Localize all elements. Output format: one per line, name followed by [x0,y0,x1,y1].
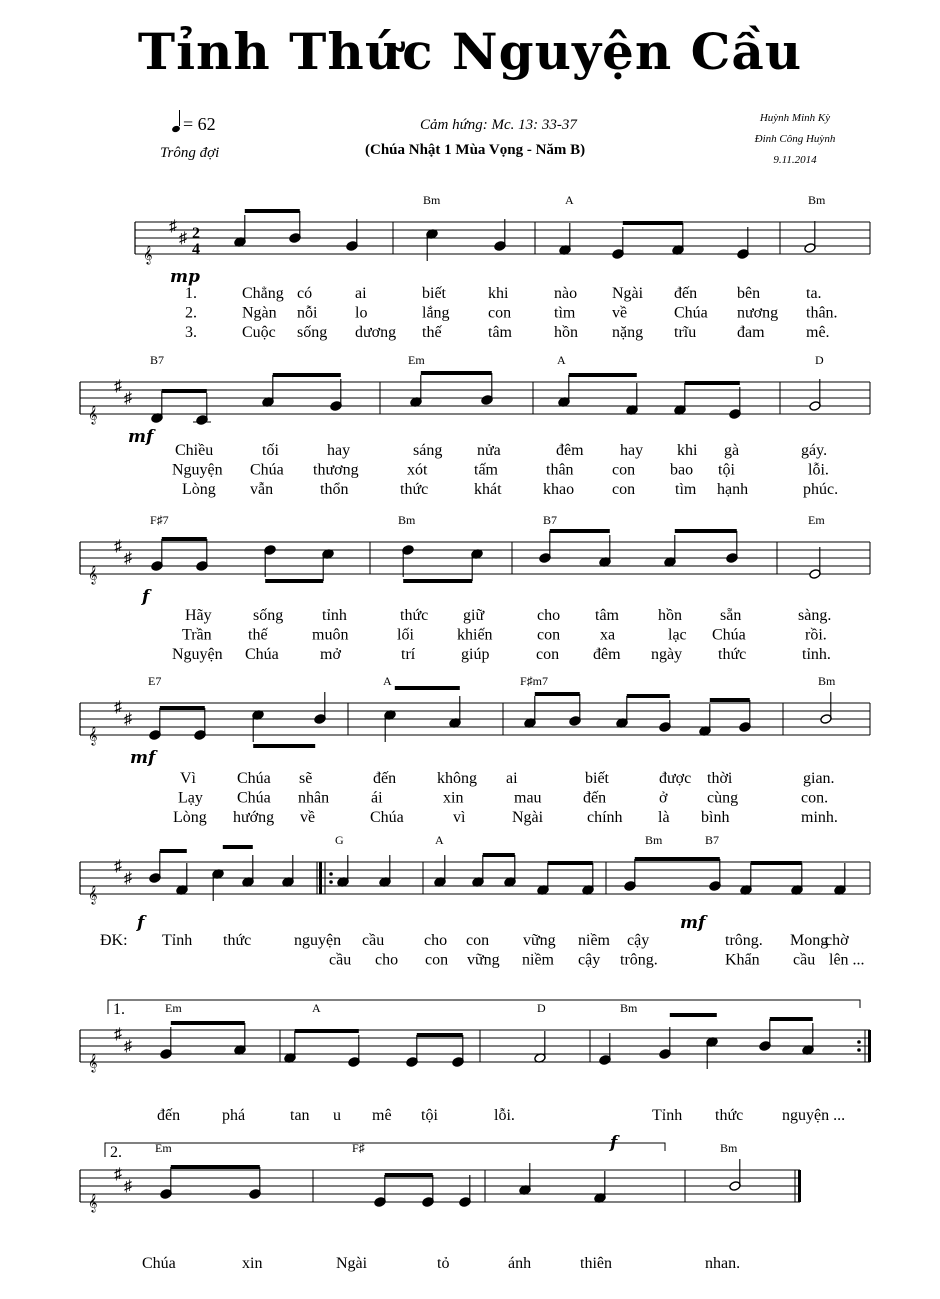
lyric-syllable: con [612,481,636,498]
chord-symbol: B7 [150,353,165,367]
lyric-syllable: mau [514,789,542,807]
repeat-dot [329,880,333,884]
staff-system [80,847,870,901]
lyric-syllable: cậy [578,951,601,969]
chord-symbol: F♯7 [150,513,169,527]
lyric-syllable: đam [737,324,765,341]
lyric-syllable: mê [372,1107,392,1124]
treble-clef-icon: 𝄞 [88,1195,98,1212]
lyric-syllable: nguyện ... [782,1107,846,1124]
lyric-syllable: nặng [612,324,644,341]
lyric-syllable: xa [600,626,616,644]
chord-symbol: B7 [705,833,720,847]
lyric-syllable: trông. [725,932,763,949]
lyric-syllable: khát [474,481,502,498]
lyric-syllable: xin [443,789,464,807]
treble-clef-icon: 𝄞 [88,567,98,584]
lyric-syllable: Chẳng [242,285,284,302]
lyric-syllable: tìm [554,304,576,322]
lyric-syllable: Ngàn [242,304,277,322]
volta-bracket [105,1143,665,1157]
lyric-syllable: về [612,304,628,322]
lyric-syllable: cho [424,932,448,949]
lyric-syllable: lo [355,304,368,322]
staff-system [80,688,870,746]
lyric-syllable: con [537,626,561,644]
lyric-syllable: tội [718,461,735,479]
lyric-syllable: thức [400,607,429,624]
lyric-syllable: bình [701,809,730,826]
lyric-syllable: hay [620,442,644,459]
dynamic-marking: mp [170,267,200,287]
treble-clef-icon: 𝄞 [143,247,153,264]
lyric-syllable: thương [313,461,359,479]
treble-clef-icon: 𝄞 [88,887,98,904]
chord-symbol: A [565,193,574,207]
lyricist-name: Đinh Công Huỳnh [754,133,836,145]
chord-symbol: Em [165,1001,182,1015]
chord-symbol: Em [808,513,825,527]
lyric-syllable: tối [262,442,279,459]
key-sharp-icon: ♯ [124,1038,132,1055]
lyric-syllable: thế [248,626,268,644]
lyric-syllable: cầu [362,932,385,949]
occasion-note: (Chúa Nhật 1 Mùa Vọng - Năm B) [365,142,586,158]
lyric-syllable: mê. [806,324,830,341]
lyric-syllable: Chúa [142,1255,176,1272]
lyric-syllable: sống [253,607,284,624]
lyric-syllable: con [536,646,560,663]
lyric-syllable: lên ... [829,951,865,969]
chord-symbol: Bm [645,833,663,847]
lyric-syllable: hướng [233,809,275,826]
lyric-syllable: đến [583,789,607,807]
chord-symbol: D [815,353,824,367]
lyric-syllable: giúp [461,646,490,663]
repeat-barline [868,1030,871,1062]
lyric-syllable: ở [659,789,668,807]
key-sharp-icon: ♯ [114,538,122,555]
dynamic-marking: mf [128,427,154,447]
lyric-syllable: Vì [180,770,196,787]
staff-system [80,1143,801,1207]
chord-symbol: Bm [720,1141,738,1155]
chord-symbol: Em [155,1141,172,1155]
lyric-syllable: trĩu [674,324,697,341]
lyric-syllable: rồi. [805,626,827,644]
key-sharp-icon: ♯ [124,1178,132,1195]
lyric-syllable: gáy. [801,442,828,459]
lyric-syllable: tâm [488,324,512,341]
lyric-syllable: Lạy [178,789,203,807]
lyric-syllable: con. [801,789,829,807]
lyric-syllable: thức [715,1107,744,1124]
staff-system [80,373,870,425]
repeat-barline [319,862,322,894]
lyric-syllable: 3. [185,324,197,341]
chord-symbol: Bm [818,674,836,688]
lyric-syllable: Chiều [175,442,214,459]
key-sharp-icon: ♯ [114,699,122,716]
time-signature-bottom: 4 [192,241,200,258]
dynamic-marking: f [142,587,150,607]
chord-symbol: Em [408,353,425,367]
lyric-syllable: đến [674,285,698,302]
chord-symbol: A [435,833,444,847]
chord-symbol: Bm [423,193,441,207]
lyric-syllable: đêm [593,646,621,663]
lyric-syllable: cho [537,607,561,624]
chord-symbol: A [557,353,566,367]
lyric-syllable: sàng. [798,607,832,624]
lyric-syllable: thiên [580,1255,612,1272]
lyric-syllable: vẫn [250,481,274,498]
lyric-syllable: ái [371,789,383,807]
lyric-syllable: trông. [620,951,658,969]
lyric-syllable: ai [506,770,518,787]
lyric-syllable: nhân [298,789,330,807]
lyric-syllable: hay [327,442,351,459]
repeat-dot [857,1048,861,1052]
lyric-syllable: sống [297,324,328,341]
lyric-syllable: đến [157,1107,181,1124]
key-sharp-icon: ♯ [124,711,132,728]
lyric-syllable: dương [355,324,397,341]
lyric-syllable: bên [737,285,761,302]
song-title: Tỉnh Thức Nguyện Cầu [137,22,803,81]
lyric-syllable: cầu [793,951,816,969]
lyric-syllable: nào [554,285,578,302]
lyric-syllable: lỗi. [808,461,829,479]
chord-symbol: Bm [620,1001,638,1015]
lyric-syllable: lạc [668,626,687,644]
lyric-syllable: thân [546,461,574,479]
lyric-syllable: con [612,461,636,479]
lyric-syllable: bao [670,461,694,479]
lyric-syllable: khiến [457,626,493,644]
lyric-syllable: ĐK: [100,932,128,949]
lyric-syllable: sẽ [299,770,313,787]
lyric-syllable: tỉnh [322,607,347,624]
key-sharp-icon: ♯ [124,870,132,887]
lyric-syllable: Tỉnh [652,1107,683,1124]
lyric-syllable: con [488,304,512,322]
repeat-dot [857,1040,861,1044]
tempo-value: = 62 [183,114,216,134]
lyric-syllable: Tỉnh [162,932,193,949]
lyric-syllable: giữ [463,607,485,624]
lyric-syllable: thời [707,770,733,787]
lyric-syllable: hồn [658,607,682,624]
dynamic-marking: mf [130,748,156,768]
lyric-syllable: nương [737,304,779,322]
lyric-syllable: Chúa [712,626,746,644]
lyric-syllable: u [333,1107,341,1124]
lyric-syllable: Nguyện [172,646,223,663]
lyric-syllable: Khẩn [725,951,760,969]
treble-clef-icon: 𝄞 [88,1055,98,1072]
lyric-syllable: Ngài [336,1255,368,1272]
lyric-syllable: ta. [806,285,822,302]
lyric-syllable: tâm [595,607,619,624]
chord-symbol: D [537,1001,546,1015]
lyric-syllable: đến [373,770,397,787]
inspiration-note: Cảm hứng: Mc. 13: 33-37 [420,117,577,133]
lyric-syllable: thức [718,646,747,663]
lyric-syllable: 1. [185,285,197,302]
lyric-syllable: cho [375,951,399,969]
key-sharp-icon: ♯ [124,550,132,567]
chord-symbol: Bm [398,513,416,527]
lyric-syllable: có [297,285,313,302]
lyric-syllable: cùng [707,789,739,807]
chord-symbol: F♯m7 [520,674,549,688]
lyric-syllable: tìm [675,481,697,498]
lyric-syllable: cậy [627,932,650,949]
lyric-syllable: Chúa [370,809,404,826]
treble-clef-icon: 𝄞 [88,728,98,745]
lyric-syllable: vững [523,932,556,949]
staff-system [135,211,870,261]
lyric-syllable: Lòng [182,481,216,498]
dynamic-marking: f [137,913,145,933]
lyric-syllable: Trần [182,626,212,644]
lyric-syllable: cầu [329,951,352,969]
composer-name: Huỳnh Minh Kỳ [759,112,831,124]
volta-number: 2. [110,1144,122,1161]
lyric-syllable: Chúa [245,646,279,663]
lyric-syllable: niềm [578,932,610,949]
lyric-syllable: sáng [413,442,443,459]
chord-symbol: A [312,1001,321,1015]
key-sharp-icon: ♯ [114,858,122,875]
lyric-syllable: hồn [554,324,578,341]
lyric-syllable: vì [453,809,466,826]
time-signature-top: 2 [192,225,200,242]
lyric-syllable: ai [355,285,367,302]
repeat-dot [329,872,333,876]
lyric-syllable: hạnh [717,481,749,498]
key-sharp-icon: ♯ [114,1166,122,1183]
lyric-syllable: Chúa [237,789,271,807]
lyric-syllable: gà [724,442,740,459]
lyric-syllable: biết [585,770,609,787]
lyric-syllable: phúc. [803,481,839,498]
lyric-syllable: ngày [651,646,683,663]
date-written: 9.11.2014 [773,154,817,166]
chord-symbol: E7 [148,674,162,688]
lyric-syllable: phá [222,1107,246,1124]
lyric-syllable: muôn [312,626,349,644]
lyric-syllable: lối [397,626,414,644]
lyric-syllable: xót [407,461,428,479]
chord-symbol: F♯ [352,1141,365,1155]
lyric-syllable: Hãy [185,607,212,624]
dynamic-marking: mf [680,913,706,933]
mood-marking: Trông đợi [160,145,220,161]
lyric-syllable: biết [422,285,446,302]
chord-symbol: B7 [543,513,558,527]
lyric-syllable: trí [401,646,416,663]
chord-symbol: G [335,833,344,847]
lyric-syllable: Ngài [512,809,544,826]
key-sharp-icon: ♯ [114,378,122,395]
lyric-syllable: xin [242,1255,263,1272]
staff-system [80,1000,871,1069]
lyric-syllable: nguyện [294,932,342,949]
lyric-syllable: tỏ [437,1255,450,1272]
lyric-syllable: Chúa [674,304,708,322]
lyric-syllable: ánh [508,1255,532,1272]
lyric-syllable: tỉnh. [802,646,831,663]
lyric-syllable: Ngài [612,285,644,302]
lyric-syllable: thân. [806,304,838,322]
lyric-syllable: 2. [185,304,197,322]
staff-system [80,531,870,581]
lyric-syllable: con [466,932,490,949]
chord-symbol: A [383,674,392,688]
lyric-syllable: thức [223,932,252,949]
lyric-syllable: được [659,770,692,787]
lyric-syllable: tấm [474,461,498,479]
lyric-syllable: minh. [801,809,838,826]
key-sharp-icon: ♯ [114,1026,122,1043]
lyric-syllable: thức [400,481,429,498]
lyric-syllable: chính [587,809,623,826]
lyric-syllable: Chúa [237,770,271,787]
lyric-syllable: mở [320,646,341,663]
lyric-syllable: Lòng [173,809,207,826]
lyric-syllable: nhan. [705,1255,741,1272]
chord-symbol: Bm [808,193,826,207]
final-barline [798,1170,801,1202]
lyric-syllable: tan [290,1107,310,1124]
lyric-syllable: con [425,951,449,969]
lyric-syllable: nửa [477,442,501,459]
key-sharp-icon: ♯ [124,390,132,407]
lyric-syllable: sẵn [720,607,742,624]
lyric-syllable: không [437,770,477,787]
lyric-syllable: vững [467,951,500,969]
key-sharp-icon: ♯ [169,218,177,235]
lyric-syllable: nỗi [297,304,318,322]
lyric-syllable: thế [422,324,442,341]
lyric-syllable: Cuộc [242,324,276,341]
lyric-syllable: là [658,809,670,826]
dynamic-marking: f [610,1133,618,1153]
lyric-syllable: lắng [422,304,450,322]
lyric-syllable: đêm [556,442,584,459]
volta-number: 1. [113,1001,125,1018]
lyric-syllable: lỗi. [494,1107,515,1124]
lyric-syllable: khi [677,442,698,459]
treble-clef-icon: 𝄞 [88,407,98,424]
lyric-syllable: khao [543,481,575,498]
volta-bracket [108,1000,860,1014]
key-sharp-icon: ♯ [179,230,187,247]
lyric-syllable: tội [421,1107,438,1124]
lyric-syllable: niềm [522,951,554,969]
lyric-syllable: Nguyện [172,461,223,479]
lyric-syllable: Chúa [250,461,284,479]
lyric-syllable: khi [488,285,509,302]
lyric-syllable: thổn [320,481,349,498]
lyric-syllable: gian. [803,770,835,787]
lyric-syllable: Mong [790,932,829,949]
lyric-syllable: chờ [825,932,849,949]
lyric-syllable: về [300,809,316,826]
